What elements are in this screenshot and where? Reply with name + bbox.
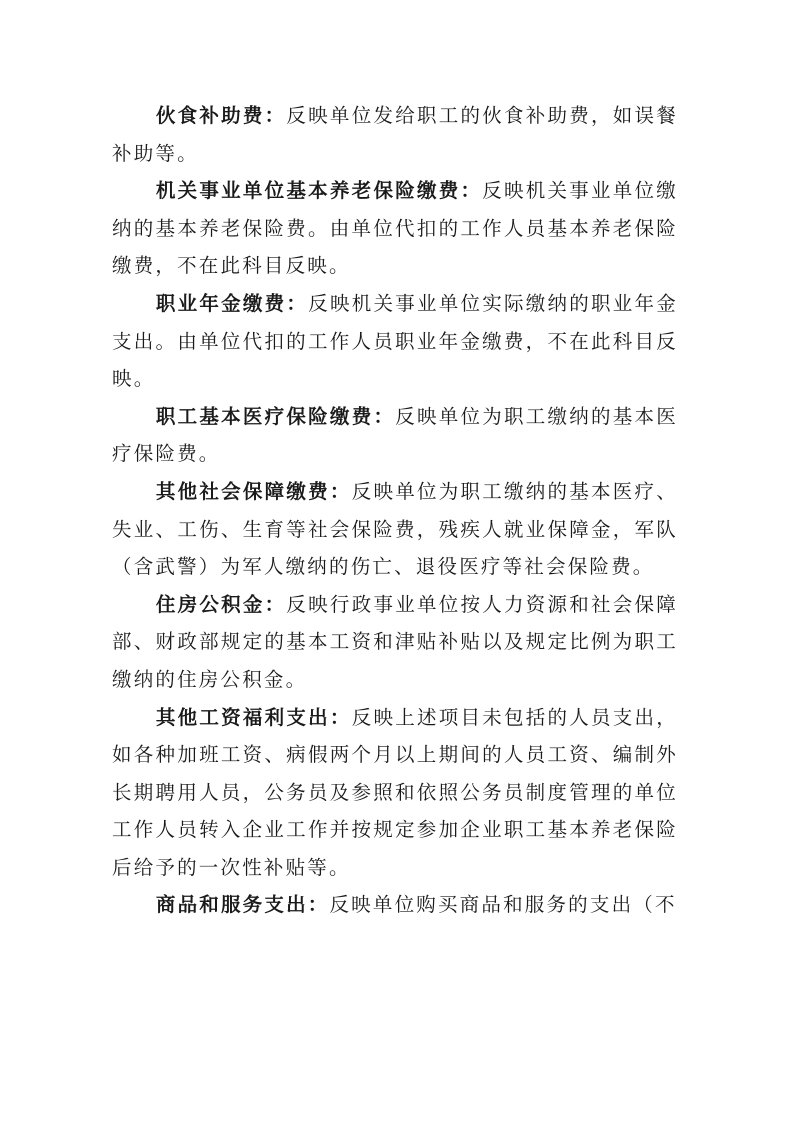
term-meal-subsidy: 伙食补助费： [155, 104, 287, 127]
paragraph-pension-insurance [112, 172, 678, 285]
definition-housing-fund: 反映行政事业单位按人力资源和社会保障部、财政部规定的基本工资和津贴补贴以及规定比例为职工缴纳的住房公积金。 [112, 592, 678, 691]
term-other-welfare: 其他工资福利支出： [155, 705, 352, 729]
term-pension-insurance: 机关事业单位基本养老保险缴费： [155, 179, 483, 203]
term-housing-fund: 住房公积金： [155, 592, 287, 616]
definition-medical-insurance: 反映单位为职工缴纳的基本医疗保险费。 [112, 404, 678, 466]
definition-pension-insurance: 反映机关事业单位缴纳的基本养老保险费。由单位代扣的工作人员基本养老保险缴费，不在此科目反映。 [112, 179, 678, 278]
term-medical-insurance: 职工基本医疗保险缴费： [155, 404, 396, 428]
paragraph-housing-fund [112, 586, 678, 699]
definition-other-social-security: 反映单位为职工缴纳的基本医疗、失业、工伤、生育等社会保险费，残疾人就业保障金，军队（含武警）为军人缴纳的伤亡、退役医疗等社会保险费。 [112, 479, 678, 579]
term-other-social-security: 其他社会保障缴费： [155, 479, 352, 503]
paragraph-medical-insurance [112, 398, 678, 473]
paragraph-meal-subsidy [112, 97, 678, 172]
term-goods-services: 商品和服务支出： [155, 893, 330, 917]
definition-goods-services: 反映单位购买商品和服务的支出（不 [329, 893, 677, 917]
term-occupational-annuity: 职业年金缴费： [155, 291, 309, 315]
paragraph-occupational-annuity [112, 285, 678, 398]
paragraph-other-social-security [112, 473, 678, 586]
definition-occupational-annuity: 反映机关事业单位实际缴纳的职业年金支出。由单位代扣的工作人员职业年金缴费，不在此科目反映。 [112, 291, 679, 391]
document-page [112, 97, 678, 924]
paragraph-goods-services [112, 886, 678, 924]
definition-meal-subsidy: 反映单位发给职工的伙食补助费，如误餐补助等。 [112, 104, 678, 165]
definition-other-welfare: 反映上述项目未包括的人员支出，如各种加班工资、病假两个月以上期间的人员工资、编制外长期聘用人员，公务员及参照和依照公务员制度管理的单位工作人员转入企业工作并按规定参加企业职工基本养老保险后给予的一次性补贴等。 [112, 705, 678, 879]
paragraph-other-welfare [112, 699, 678, 887]
